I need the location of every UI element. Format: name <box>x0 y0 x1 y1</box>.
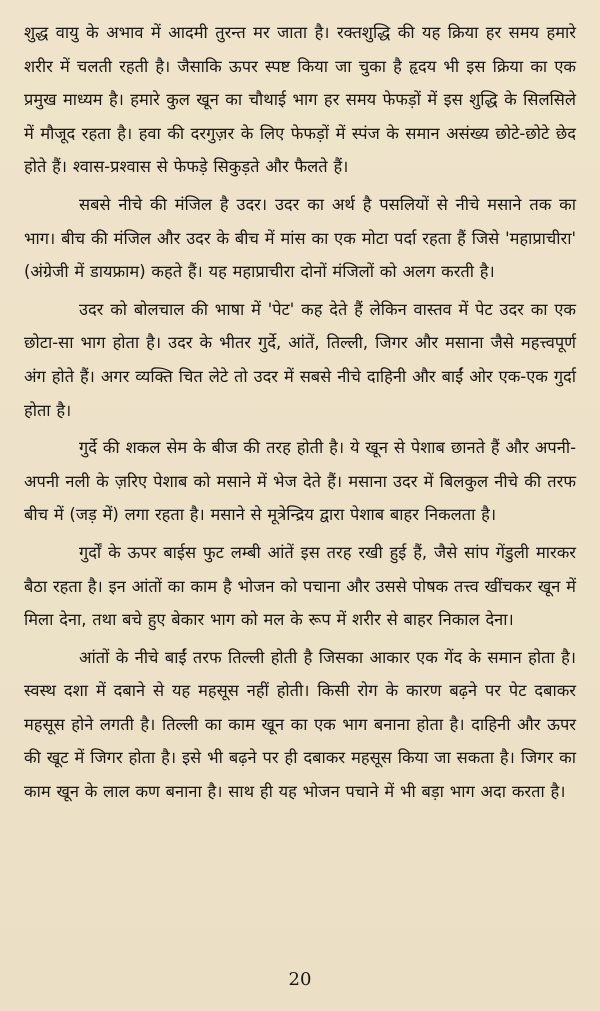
paragraph-4: गुर्दे की शकल सेम के बीज की तरह होती है। ये खून से पेशाब छानते हैं और अपनी-अपनी नली के ज़रिए पेशाब को मसाने में भेज देते हैं। मसाना उदर में बिलकुल नीचे की तरफ बीच में (जड़ में) लगा रहता है। मसाने से मूत्रेन्द्रिय द्वारा पेशाब बाहर निकलता है। <box>24 438 576 525</box>
paragraph-2: सबसे नीचे की मंजिल है उदर। उदर का अर्थ है पसलियों से नीचे मसाने तक का भाग। बीच की मंजिल और उदर के बीच में मांस का एक मोटा पर्दा रहता हैं जिसे 'महाप्राचीरा' (अंग्रेजी में डायफ्राम) कहते हैं। यह महाप्राचीरा दोनों मंजिलों को अलग करती है। <box>24 194 576 282</box>
paragraph-5: गुर्दों के ऊपर बाईस फुट लम्बी आंतें इस तरह रखी हुई हैं, जैसे सांप गेंडुली मारकर बैठा रहता है। इन आंतों का काम है भोजन को पचाना और उससे पोषक तत्त्व खींचकर खून में मिला देना, तथा बचे हुए बेकार भाग को मल के रूप में शरीर से बाहर निकाल देना। <box>24 542 576 630</box>
page-number: 20 <box>288 969 312 990</box>
paragraph-6: आंतों के नीचे बाईं तरफ तिल्ली होती है जिसका आकार एक गेंद के समान होता है। स्वस्थ दशा में दबाने से यह महसूस नहीं होती। किसी रोग के कारण बढ़ने पर पेट दबाकर महसूस होने लगती है। तिल्ली का काम खून का एक भाग बनाना होता है। दाहिनी और ऊपर की खूट में जिगर होता है। इसे भी बढ़ने पर ही दबाकर महसूस किया जा सकता है। जिगर का काम खून के लाल कण बनाना है। साथ ही यह भोजन पचाने में भी बड़ा भाग अदा करता है। <box>24 647 576 802</box>
paragraph-3: उदर को बोलचाल की भाषा में 'पेट' कह देते हैं लेकिन वास्तव में पेट उदर का एक छोटा-सा भाग होता है। उदर के भीतर गुर्दे, आंतें, तिल्ली, जिगर और मसाना जैसे महत्त्वपूर्ण अंग होते हैं। अगर व्यक्ति चित लेटे तो उदर में सबसे नीचे दाहिनी और बाईं ओर एक-एक गुर्दा होता है। <box>24 299 576 420</box>
paragraph-1: शुद्ध वायु के अभाव में आदमी तुरन्त मर जाता है। रक्तशुद्धि की यह क्रिया हर समय हमारे शरीर में चलती रहती है। जैसाकि ऊपर स्पष्ट किया जा चुका है हृदय भी इस क्रिया का एक प्रमुख माध्यम है। हमारे कुल खून का चौथाई भाग हर समय फेफड़ों में इस शुद्धि के सिलसिले में मौजूद रहता है। हवा की दरगुज़र के लिए फेफड़ों में स्पंज के समान असंख्य छोटे-छोटे छेद होते हैं। श्वास-प्रश्वास से फेफड़े सिकुड़ते और फैलते हैं। <box>24 23 576 177</box>
